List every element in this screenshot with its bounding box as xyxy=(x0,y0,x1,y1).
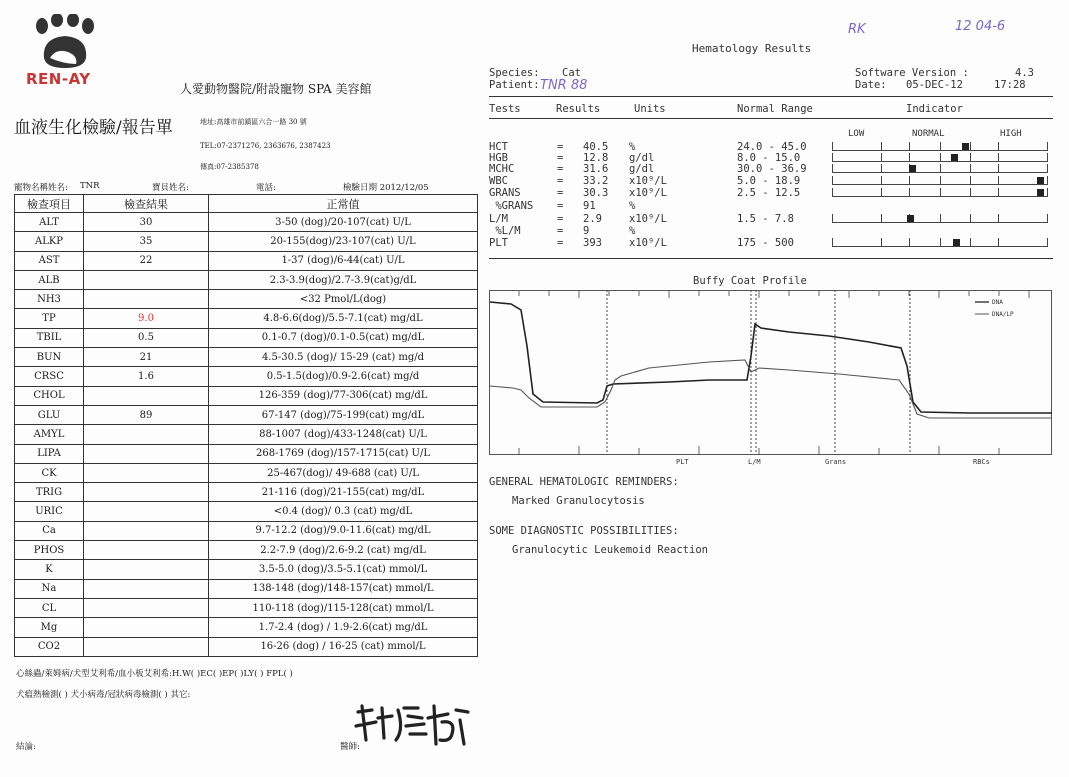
table-row xyxy=(15,405,478,424)
indicator-tick xyxy=(970,214,971,223)
handwritten-date: 12 04-6 xyxy=(955,19,1006,34)
table-row xyxy=(15,251,478,270)
heme-equals: = xyxy=(557,237,564,249)
row-result: 35 xyxy=(84,232,209,251)
indicator-bar xyxy=(832,189,1048,197)
indicator-tick xyxy=(909,176,910,185)
heme-test-name: MCHC xyxy=(489,163,515,175)
indicator-tick xyxy=(909,153,910,162)
divider xyxy=(489,96,1053,97)
indicator-high: HIGH xyxy=(1000,129,1022,139)
hematology-title: Hematology Results xyxy=(692,42,812,55)
row-result: 22 xyxy=(84,251,209,270)
table-row xyxy=(15,309,478,328)
heme-equals: = xyxy=(557,175,564,187)
indicator-tick xyxy=(998,164,999,173)
report-title: 血液生化檢驗/報告單 xyxy=(14,118,173,138)
row-item: URIC xyxy=(15,502,84,521)
axis-label-plt: PLT xyxy=(676,458,689,466)
indicator-marker xyxy=(909,165,916,172)
row-result xyxy=(84,386,209,405)
row-range: 3.5-5.0 (dog)/3.5-5.1(cat) mmol/L xyxy=(209,560,478,579)
row-item: Mg xyxy=(15,618,84,637)
indicator-tick xyxy=(832,142,833,151)
heme-range: 175 - 500 xyxy=(737,237,794,249)
date-value: 05-DEC-12 xyxy=(906,79,963,91)
row-result xyxy=(84,270,209,289)
indicator-tick xyxy=(1047,164,1048,173)
indicator-tick xyxy=(1047,214,1048,223)
heme-unit: x10⁹/L xyxy=(629,213,667,225)
heme-unit: x10⁹/L xyxy=(629,187,667,199)
handwritten-code: RK xyxy=(848,22,866,37)
indicator-tick xyxy=(940,214,941,223)
heme-equals: = xyxy=(557,200,564,212)
profile-title: Buffy Coat Profile xyxy=(693,275,807,287)
row-range: 21-116 (dog)/21-155(cat) mg/dL xyxy=(209,483,478,502)
row-result: 21 xyxy=(84,348,209,367)
indicator-tick xyxy=(970,176,971,185)
row-range: 4.5-30.5 (dog)/ 15-29 (cat) mg/d xyxy=(209,348,478,367)
indicator-tick xyxy=(998,188,999,197)
indicator-tick xyxy=(881,214,882,223)
row-range: 1.7-2.4 (dog) / 1.9-2.6(cat) mg/dL xyxy=(209,618,478,637)
heme-test-name: L/M xyxy=(489,213,508,225)
heme-range: 2.5 - 12.5 xyxy=(737,187,801,199)
indicator-tick xyxy=(832,176,833,185)
table-row xyxy=(15,618,478,637)
heme-value: 30.3 xyxy=(583,187,609,199)
heme-value: 31.6 xyxy=(583,163,609,175)
row-range: 3-50 (dog)/20-107(cat) U/L xyxy=(209,213,478,232)
row-range: 0.5-1.5(dog)/0.9-2.6(cat) mg/d xyxy=(209,367,478,386)
indicator-tick xyxy=(1047,176,1048,185)
clinic-address: 地址:高雄市前鎮區六合一路 30 號 xyxy=(200,118,307,126)
row-item: AST xyxy=(15,251,84,270)
indicator-tick xyxy=(998,238,999,247)
heme-equals: = xyxy=(557,187,564,199)
indicator-low: LOW xyxy=(848,129,865,139)
diagnosis-text: Granulocytic Leukemoid Reaction xyxy=(512,544,708,556)
diagnostic-title: SOME DIAGNOSTIC POSSIBILITIES: xyxy=(489,525,679,537)
indicator-tick xyxy=(1047,142,1048,151)
row-item: CRSC xyxy=(15,367,84,386)
table-row xyxy=(15,444,478,463)
clinic-fax: 傳真:07-2385378 xyxy=(200,163,259,171)
row-item: Na xyxy=(15,579,84,598)
table-row xyxy=(15,502,478,521)
col-range-header: 正常值 xyxy=(209,195,478,213)
heme-test-name: HGB xyxy=(489,152,508,164)
table-row xyxy=(15,521,478,540)
indicator-bar xyxy=(832,143,1048,151)
clinic-logo-text: REN-AY xyxy=(26,70,91,88)
row-result xyxy=(84,521,209,540)
row-result xyxy=(84,444,209,463)
table-row xyxy=(15,425,478,444)
table-row xyxy=(15,579,478,598)
paw-logo-icon xyxy=(28,14,100,70)
dna-lp-curve xyxy=(490,360,1052,418)
indicator-tick xyxy=(998,176,999,185)
row-result xyxy=(84,560,209,579)
row-range: 4.8-6.6(dog)/5.5-7.1(cat) mg/dL xyxy=(209,309,478,328)
row-result xyxy=(84,541,209,560)
heme-equals: = xyxy=(557,163,564,175)
indicator-tick xyxy=(881,164,882,173)
footer-tests-line: 心絲蟲/萊姆病/犬型艾利希/血小板艾利希:H.W( )EC( )EP( )LY( ) FPL( ) xyxy=(16,669,293,679)
table-header-row xyxy=(15,195,478,213)
indicator-tick xyxy=(1047,238,1048,247)
col-result-header: 檢查結果 xyxy=(84,195,209,213)
table-row xyxy=(15,270,478,289)
heme-value: 393 xyxy=(583,237,602,249)
indicator-tick xyxy=(832,214,833,223)
heme-range: 30.0 - 36.9 xyxy=(737,163,807,175)
indicator-bar xyxy=(832,154,1048,162)
heme-unit: x10⁹/L xyxy=(629,175,667,187)
row-item: CHOL xyxy=(15,386,84,405)
table-row xyxy=(15,348,478,367)
patient-label: Patient: xyxy=(489,79,540,91)
col-item-header: 檢查項目 xyxy=(15,195,84,213)
row-item: LIPA xyxy=(15,444,84,463)
indicator-tick xyxy=(881,153,882,162)
indicator-marker xyxy=(962,143,969,150)
indicator-tick xyxy=(1047,188,1048,197)
test-date: 檢驗日期 2012/12/05 xyxy=(343,183,429,193)
clinic-tel: TEL:07-2371276, 2363676, 2387423 xyxy=(200,142,331,150)
indicator-tick xyxy=(998,153,999,162)
row-range: <32 Pmol/L(dog) xyxy=(209,290,478,309)
indicator-tick xyxy=(881,142,882,151)
indicator-tick xyxy=(970,238,971,247)
heme-value: 40.5 xyxy=(583,141,609,153)
indicator-tick xyxy=(970,153,971,162)
row-range: 1-37 (dog)/6-44(cat) U/L xyxy=(209,251,478,270)
heme-range: 5.0 - 18.9 xyxy=(737,175,801,187)
col-results: Results xyxy=(556,103,601,115)
row-item: ALKP xyxy=(15,232,84,251)
indicator-bar xyxy=(832,239,1048,247)
indicator-tick xyxy=(1047,153,1048,162)
handwritten-patient: TNR 88 xyxy=(540,78,588,93)
indicator-tick xyxy=(909,238,910,247)
species-value: Cat xyxy=(562,67,581,79)
heme-test-name: %GRANS xyxy=(489,200,534,212)
row-result xyxy=(84,483,209,502)
row-item: TP xyxy=(15,309,84,328)
row-range: 110-118 (dog)/115-128(cat) mmol/L xyxy=(209,598,478,617)
col-tests: Tests xyxy=(489,103,521,115)
row-range: 2.3-3.9(dog)/2.7-3.9(cat)g/dL xyxy=(209,270,478,289)
conclusion-label: 結論: xyxy=(16,742,36,752)
legend-dna: DNA xyxy=(992,299,1003,306)
row-result: 9.0 xyxy=(84,309,209,328)
row-result xyxy=(84,579,209,598)
table-row xyxy=(15,328,478,347)
row-result: 30 xyxy=(84,213,209,232)
indicator-marker xyxy=(951,154,958,161)
row-item: CL xyxy=(15,598,84,617)
row-result xyxy=(84,463,209,482)
indicator-bar xyxy=(832,177,1048,185)
heme-equals: = xyxy=(557,141,564,153)
table-row xyxy=(15,560,478,579)
heme-range: 24.0 - 45.0 xyxy=(737,141,807,153)
heme-equals: = xyxy=(557,152,564,164)
indicator-tick xyxy=(940,164,941,173)
table-row xyxy=(15,290,478,309)
indicator-tick xyxy=(998,214,999,223)
heme-unit: g/dl xyxy=(629,163,655,175)
heme-test-name: GRANS xyxy=(489,187,521,199)
indicator-tick xyxy=(940,142,941,151)
chart-frame xyxy=(490,291,1052,455)
lab-results-table xyxy=(14,194,478,657)
col-normal-range: Normal Range xyxy=(737,103,813,115)
row-item: TRIG xyxy=(15,483,84,502)
row-item: BUN xyxy=(15,348,84,367)
row-result: 0.5 xyxy=(84,328,209,347)
indicator-marker xyxy=(907,215,914,222)
row-result: 1.6 xyxy=(84,367,209,386)
indicator-tick xyxy=(881,176,882,185)
row-range: 16-26 (dog) / 16-25 (cat) mmol/L xyxy=(209,637,478,656)
indicator-tick xyxy=(940,238,941,247)
time-value: 17:28 xyxy=(994,79,1026,91)
heme-unit: g/dl xyxy=(629,152,655,164)
footer-extra-line: 犬瘟熱檢測( ) 犬小病毒/冠狀病毒檢測( ) 其它: xyxy=(16,690,191,700)
row-result xyxy=(84,290,209,309)
heme-equals: = xyxy=(557,225,564,237)
indicator-tick xyxy=(970,164,971,173)
dna-curve xyxy=(490,302,1052,413)
heme-test-name: WBC xyxy=(489,175,508,187)
doctor-signature xyxy=(352,700,472,750)
heme-unit: % xyxy=(629,200,636,212)
row-result: 89 xyxy=(84,405,209,424)
indicator-marker xyxy=(1037,177,1044,184)
indicator-tick xyxy=(970,188,971,197)
owner-label: 寶貝姓名: xyxy=(152,183,189,193)
row-range: 2.2-7.9 (dog)/2.6-9.2 (cat) mg/dL xyxy=(209,541,478,560)
table-row xyxy=(15,637,478,656)
indicator-normal: NORMAL xyxy=(912,129,945,139)
table-row xyxy=(15,213,478,232)
row-range: 9.7-12.2 (dog)/9.0-11.6(cat) mg/dL xyxy=(209,521,478,540)
col-indicator: Indicator xyxy=(906,103,963,115)
row-range: 67-147 (dog)/75-199(cat) mg/dL xyxy=(209,405,478,424)
heme-value: 33.2 xyxy=(583,175,609,187)
legend-dnalp: DNA/LP xyxy=(992,311,1014,318)
divider xyxy=(489,118,1053,119)
row-range: 25-467(dog)/ 49-688 (cat) U/L xyxy=(209,463,478,482)
heme-test-name: %L/M xyxy=(489,225,521,237)
row-item: ALT xyxy=(15,213,84,232)
row-range: 88-1007 (dog)/433-1248(cat) U/L xyxy=(209,425,478,444)
heme-unit: x10⁹/L xyxy=(629,237,667,249)
region-dividers xyxy=(607,290,910,454)
heme-value: 12.8 xyxy=(583,152,609,164)
row-result xyxy=(84,618,209,637)
heme-test-name: PLT xyxy=(489,237,508,249)
row-range: 126-359 (dog)/77-306(cat) mg/dL xyxy=(209,386,478,405)
axis-label-grans: Grans xyxy=(825,458,847,466)
pet-name-label: 寵物名稱姓名: xyxy=(14,183,68,193)
row-item: GLU xyxy=(15,405,84,424)
heme-range: 8.0 - 15.0 xyxy=(737,152,801,164)
heme-value: 91 xyxy=(583,200,596,212)
pet-name-value: TNR xyxy=(80,181,100,191)
row-item: Ca xyxy=(15,521,84,540)
software-version: 4.3 xyxy=(1015,67,1034,79)
row-item: TBIL xyxy=(15,328,84,347)
table-row xyxy=(15,483,478,502)
indicator-tick xyxy=(881,188,882,197)
software-label: Software Version : xyxy=(855,67,969,79)
row-result xyxy=(84,637,209,656)
buffy-coat-profile-chart xyxy=(489,286,1053,476)
indicator-tick xyxy=(940,188,941,197)
row-range: 138-148 (dog)/148-157(cat) mmol/L xyxy=(209,579,478,598)
indicator-tick xyxy=(940,153,941,162)
table-row xyxy=(15,232,478,251)
table-row xyxy=(15,367,478,386)
divider xyxy=(489,258,1053,259)
row-result xyxy=(84,425,209,444)
indicator-tick xyxy=(970,142,971,151)
indicator-marker xyxy=(953,239,960,246)
row-item: CO2 xyxy=(15,637,84,656)
reminder-text: Marked Granulocytosis xyxy=(512,495,645,507)
axis-label-lm: L/M xyxy=(748,458,761,466)
indicator-bar xyxy=(832,215,1048,223)
table-row xyxy=(15,386,478,405)
doctor-label: 醫師: xyxy=(340,742,360,752)
table-row xyxy=(15,463,478,482)
table-row xyxy=(15,541,478,560)
heme-equals: = xyxy=(557,213,564,225)
indicator-marker xyxy=(1037,189,1044,196)
heme-unit: % xyxy=(629,225,636,237)
row-result xyxy=(84,502,209,521)
indicator-tick xyxy=(881,238,882,247)
row-range: 0.1-0.7 (dog)/0.1-0.5(cat) mg/dL xyxy=(209,328,478,347)
indicator-tick xyxy=(832,188,833,197)
indicator-tick xyxy=(909,142,910,151)
date-label: Date: xyxy=(855,79,887,91)
species-label: Species: xyxy=(489,67,540,79)
col-units: Units xyxy=(634,103,666,115)
row-item: AMYL xyxy=(15,425,84,444)
heme-value: 2.9 xyxy=(583,213,602,225)
row-result xyxy=(84,598,209,617)
indicator-tick xyxy=(909,188,910,197)
row-item: NH3 xyxy=(15,290,84,309)
chart-ticks xyxy=(519,290,1029,454)
heme-test-name: HCT xyxy=(489,141,508,153)
row-range: <0.4 (dog)/ 0.3 (cat) mg/dL xyxy=(209,502,478,521)
table-row xyxy=(15,598,478,617)
reminders-title: GENERAL HEMATOLOGIC REMINDERS: xyxy=(489,476,679,488)
indicator-tick xyxy=(940,176,941,185)
row-item: CK xyxy=(15,463,84,482)
heme-value: 9 xyxy=(583,225,590,237)
indicator-tick xyxy=(998,142,999,151)
row-item: ALB xyxy=(15,270,84,289)
indicator-tick xyxy=(832,153,833,162)
heme-range: 1.5 - 7.8 xyxy=(737,213,794,225)
indicator-bar xyxy=(832,165,1048,173)
indicator-tick xyxy=(832,238,833,247)
row-range: 268-1769 (dog)/157-1715(cat) U/L xyxy=(209,444,478,463)
row-item: PHOS xyxy=(15,541,84,560)
axis-label-rbcs: RBCs xyxy=(973,458,990,466)
heme-unit: % xyxy=(629,141,636,153)
indicator-tick xyxy=(832,164,833,173)
row-item: K xyxy=(15,560,84,579)
row-range: 20-155(dog)/23-107(cat) U/L xyxy=(209,232,478,251)
clinic-name: 人愛動物醫院/附設寵物 SPA 美容館 xyxy=(180,82,372,96)
phone-label: 電話: xyxy=(256,183,276,193)
